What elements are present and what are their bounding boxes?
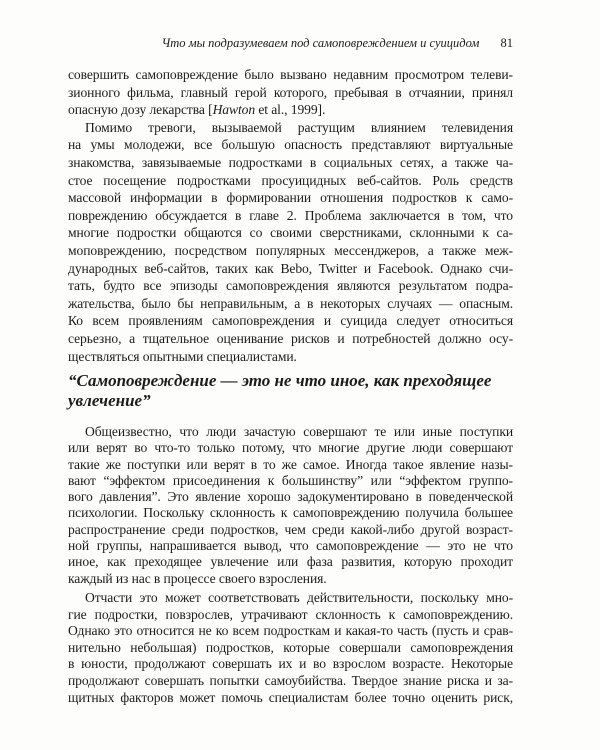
text-block-3 bbox=[68, 590, 513, 706]
text-line: щитных факторов может помочь специалистам более точно оценить риск, bbox=[68, 689, 513, 705]
text-block-2 bbox=[68, 424, 513, 587]
running-header bbox=[88, 36, 513, 51]
paragraph bbox=[68, 424, 513, 587]
text-line: дународных веб-сайтов, таких как Bebo, Twitter и Facebook. Однако счи- bbox=[68, 260, 513, 276]
text-line: ществляться опытными специалистами. bbox=[68, 348, 297, 364]
text-line: стое посещение подростками просуицидных веб-сайтов. Роль средств bbox=[68, 172, 513, 188]
text-block-1 bbox=[68, 66, 513, 365]
text-line: знакомства, завязываемые подростками в социальных сетях, а также ча- bbox=[68, 154, 513, 170]
text-line: психологии. Поскольку склонность к самоповреждению получила большее bbox=[68, 505, 513, 521]
text-line: в юности, продолжают совершать их и во взрослом возрасте. Некоторые bbox=[68, 656, 513, 672]
text-line: ной группы, напрашивается вывод, что самоповреждение — это не что bbox=[68, 538, 513, 554]
text-line: распространение среди подростков, чем среди какой-либо другой возраст- bbox=[68, 521, 513, 537]
text-line: моповреждению, посредством популярных мессенджеров, а также меж- bbox=[68, 242, 513, 258]
paragraph bbox=[68, 590, 513, 706]
section-heading bbox=[68, 371, 528, 411]
page-number: 81 bbox=[500, 36, 513, 50]
section-heading-line: “Самоповреждение — это не что иное, как преходящее bbox=[68, 371, 492, 390]
text-line: повреждению обсуждается в главе 2. Проблема заключается в том, что bbox=[68, 207, 513, 223]
text-line: тать, будто все эпизоды самоповреждения являются результатом подра- bbox=[68, 278, 513, 294]
text-line: Ко всем проявлениям самоповреждения и суицида следует относиться bbox=[68, 313, 513, 329]
text-line: жательства, было бы неправильным, а в некоторых случаях — опасным. bbox=[68, 295, 513, 311]
text-line: зионного фильма, главный герой которого, пребывая в отчаянии, принял bbox=[68, 84, 513, 100]
paragraph bbox=[68, 119, 513, 365]
text-line: Отчасти это может соответствовать действительности, поскольку мно- bbox=[85, 590, 513, 605]
text-line: совершить самоповреждение было вызвано недавним просмотром телеви- bbox=[68, 67, 513, 82]
text-line: многие подростки общаются со своими сверстниками, склонными к са- bbox=[68, 225, 513, 241]
text-line: массовой информации в формировании отношения подростков к само- bbox=[68, 190, 513, 206]
text-line: вого давления”. Это явление хорошо задокументировано в поведенческой bbox=[68, 489, 513, 505]
text-line: вают “эффектом присоединения к большинству” или “эффектом группо- bbox=[68, 472, 513, 488]
text-line: такие же поступки или верят в то же самое. Иногда такое явление назы- bbox=[68, 456, 513, 472]
text-line: Однако это относится не ко всем подросткам и какая-то часть (пусть и срав- bbox=[68, 623, 513, 639]
text-line: гие подростки, повзрослев, утрачивают склонность к самоповреждению. bbox=[68, 606, 513, 622]
citation-author: Hawton bbox=[212, 102, 256, 118]
text-line: нительно небольшая) подростков, которые совершали самоповреждения bbox=[68, 639, 513, 655]
paragraph bbox=[68, 66, 513, 119]
text-line: Помимо тревоги, вызываемой растущим влиянием телевидения bbox=[85, 119, 513, 135]
text-line: продолжают совершать попытки самоубийства. Твердое знание риска и за- bbox=[68, 672, 513, 688]
text-line: Общеизвестно, что люди зачастую совершают те или иные поступки bbox=[85, 424, 513, 439]
text-line: или верят во что-то только потому, что многие другие люди совершают bbox=[68, 440, 513, 456]
running-header-title: Что мы подразумеваем под самоповреждением и суицидом bbox=[161, 36, 480, 50]
section-heading-line: увлечение” bbox=[68, 391, 151, 410]
text-line: иное, как преходящее увлечение или фаза развития, которую проходит bbox=[68, 554, 513, 570]
text-line bbox=[68, 101, 513, 119]
text-line: на умы молодежи, все большую опасность представляют виртуальные bbox=[68, 137, 513, 153]
text-span: опасную дозу лекарства [ bbox=[68, 102, 213, 118]
text-line: каждый из нас в процессе своего взросления. bbox=[68, 570, 327, 586]
text-line: серьезно, а тщательное оценивание рисков и потребностей должно осу- bbox=[68, 330, 513, 346]
text-span: et al., 1999]. bbox=[255, 102, 326, 118]
